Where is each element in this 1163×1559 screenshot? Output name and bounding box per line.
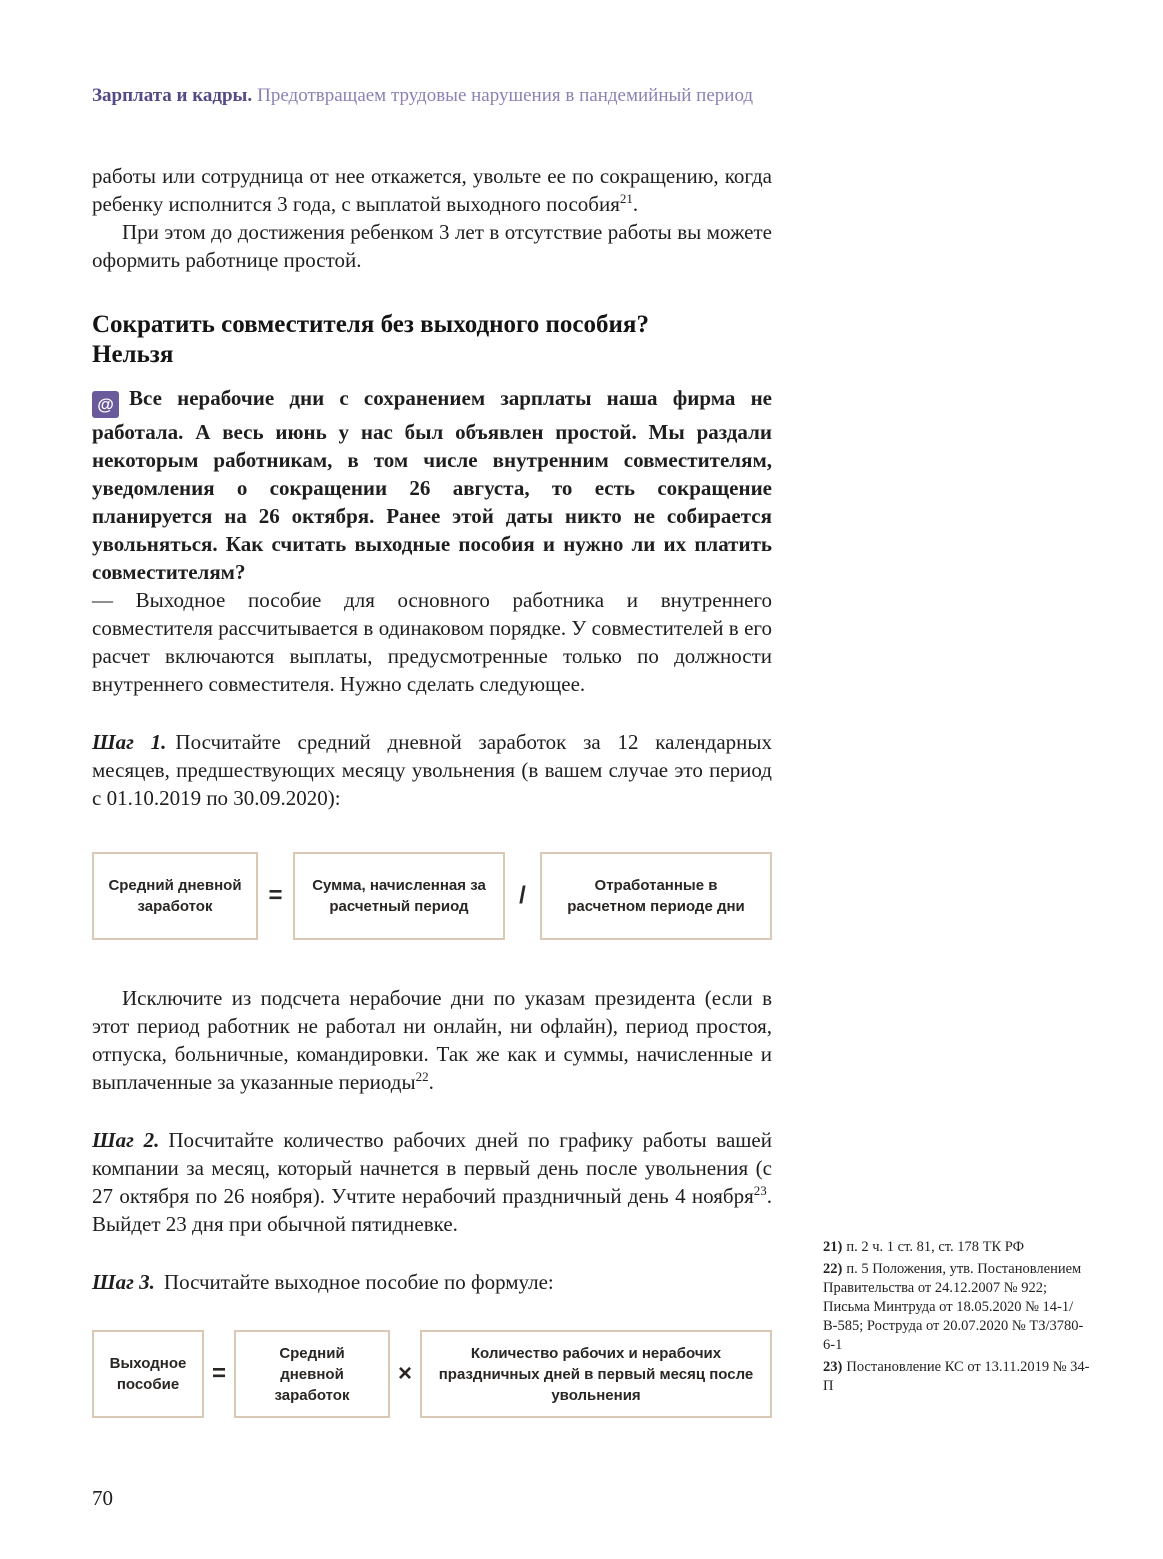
formula-box-label: Отработанные в расчетном периоде дни — [567, 877, 745, 915]
footnote-number: 23) — [823, 1359, 843, 1375]
formula-box-operand2 — [540, 852, 772, 940]
paragraph-text: . — [632, 192, 639, 216]
paragraph-text: работы или сотрудница от нее откажется, увольте ее по сокращению, когда ребенку исполнится 3 года, с выплатой выходного пособия — [92, 164, 772, 216]
footnote-text: п. 5 Положения, утв. Постановлением Правительства от 24.12.2007 № 922; Письма Минтруда от 18.05.2020 № 14-1/В-585; Роструда от 20.07.2020 № ТЗ/3780-6-1 — [823, 1261, 1084, 1353]
footnote-ref-23: 23 — [753, 1183, 767, 1198]
formula-box-operand1 — [293, 852, 505, 940]
step3-text: Посчитайте выходное пособие по формуле: — [163, 1270, 554, 1294]
footnotes-sidebar — [823, 1238, 1091, 1399]
step3-label: Шаг 3. — [92, 1270, 155, 1294]
paragraph-text: . — [428, 1070, 434, 1094]
equals-operator: = — [268, 882, 283, 909]
footnote-text: Постановление КС от 13.11.2019 № 34-П — [823, 1359, 1090, 1394]
footnote-number: 22) — [823, 1261, 843, 1277]
heading-line-2: Нельзя — [92, 341, 174, 368]
formula-box-label: Сумма, начисленная за расчетный период — [312, 877, 486, 915]
running-header — [92, 84, 772, 108]
footnote-21 — [823, 1238, 1091, 1257]
formula-severance-pay — [92, 1330, 772, 1418]
paragraph-continuation — [92, 162, 772, 218]
footnote-number: 21) — [823, 1239, 843, 1255]
reader-question-icon: @ — [92, 391, 119, 418]
footnote-ref-21: 21 — [619, 191, 633, 206]
paragraph-prostoy: При этом до достижения ребенком 3 лет в отсутствие работы вы можете оформить работнице простой. — [92, 220, 772, 272]
step2-paragraph — [92, 1126, 772, 1238]
step2-text: Посчитайте количество рабочих дней по графику работы вашей компании за месяц, который начнется в первый день после увольнения (с 27 октября по 26 ноября). Учтите нерабочий праздничный день 4 ноября — [92, 1128, 772, 1208]
multiply-operator: × — [397, 1360, 412, 1387]
footnote-22 — [823, 1260, 1091, 1355]
step2-label: Шаг 2. — [92, 1128, 160, 1152]
header-section-title: Зарплата и кадры. — [92, 85, 253, 106]
step3-paragraph — [92, 1268, 772, 1296]
step2-text: . Выйдет 23 дня при обычной пятидневке. — [92, 1184, 772, 1236]
main-column — [92, 84, 772, 1418]
formula-box-label: Выходное пособие — [109, 1355, 187, 1393]
equals-operator: = — [211, 1360, 226, 1387]
formula-box-operand1 — [234, 1330, 390, 1418]
heading-line-1: Сократить совместителя без выходного пособия? — [92, 311, 649, 338]
divide-operator: / — [519, 882, 526, 909]
formula-box-operand2 — [420, 1330, 772, 1418]
reader-question-paragraph — [92, 384, 772, 586]
question-text: Все нерабочие дни с сохранением зарплаты наша фирма не работала. А весь июнь у нас был объявлен простой. Мы раздали некоторым работникам, в том числе внутренним совместителям, уведомления о сокращении 26 августа, то есть сокращение планируется на 26 октября. Ранее этой даты никто не собирается увольняться. Как считать выходные пособия и нужно ли их платить совместителям? — [92, 386, 772, 584]
paragraph-text: Исключите из подсчета нерабочие дни по указам президента (если в этот период работник не работал ни онлайн, ни офлайн), период простоя, отпуска, больничные, командировки. Так же как и суммы, начисленные и выплаченные за указанные периоды — [92, 986, 772, 1094]
page-number: 70 — [92, 1486, 113, 1510]
footnote-text: п. 2 ч. 1 ст. 81, ст. 178 ТК РФ — [846, 1239, 1025, 1255]
step1-text: Посчитайте средний дневной заработок за 12 календарных месяцев, предшествующих месяцу увольнения (в вашем случае это период с 01.10.2019 по 30.09.2020): — [92, 730, 773, 810]
formula-box-result — [92, 852, 258, 940]
footnote-ref-22: 22 — [415, 1069, 429, 1084]
formula-box-result — [92, 1330, 204, 1418]
header-subtitle: Предотвращаем трудовые нарушения в пандемийный период — [257, 85, 754, 106]
formula-average-daily-earnings — [92, 852, 772, 940]
answer-paragraph: — Выходное пособие для основного работника и внутреннего совместителя рассчитывается в одинаковом порядке. У совместителей в его расчет включаются выплаты, предусмотренные только по должности внутреннего совместителя. Нужно сделать следующее. — [92, 588, 772, 696]
paragraph-exclusions — [92, 984, 772, 1096]
formula-box-label: Средний дневной заработок — [274, 1344, 350, 1404]
formula-box-label: Средний дневной заработок — [108, 877, 242, 915]
formula-box-label: Количество рабочих и нерабочих праздничных дней в первый месяц после увольнения — [438, 1344, 754, 1404]
step1-label: Шаг 1. — [92, 730, 167, 754]
step1-paragraph — [92, 728, 772, 812]
section-heading — [92, 310, 772, 370]
footnote-23 — [823, 1358, 1091, 1396]
